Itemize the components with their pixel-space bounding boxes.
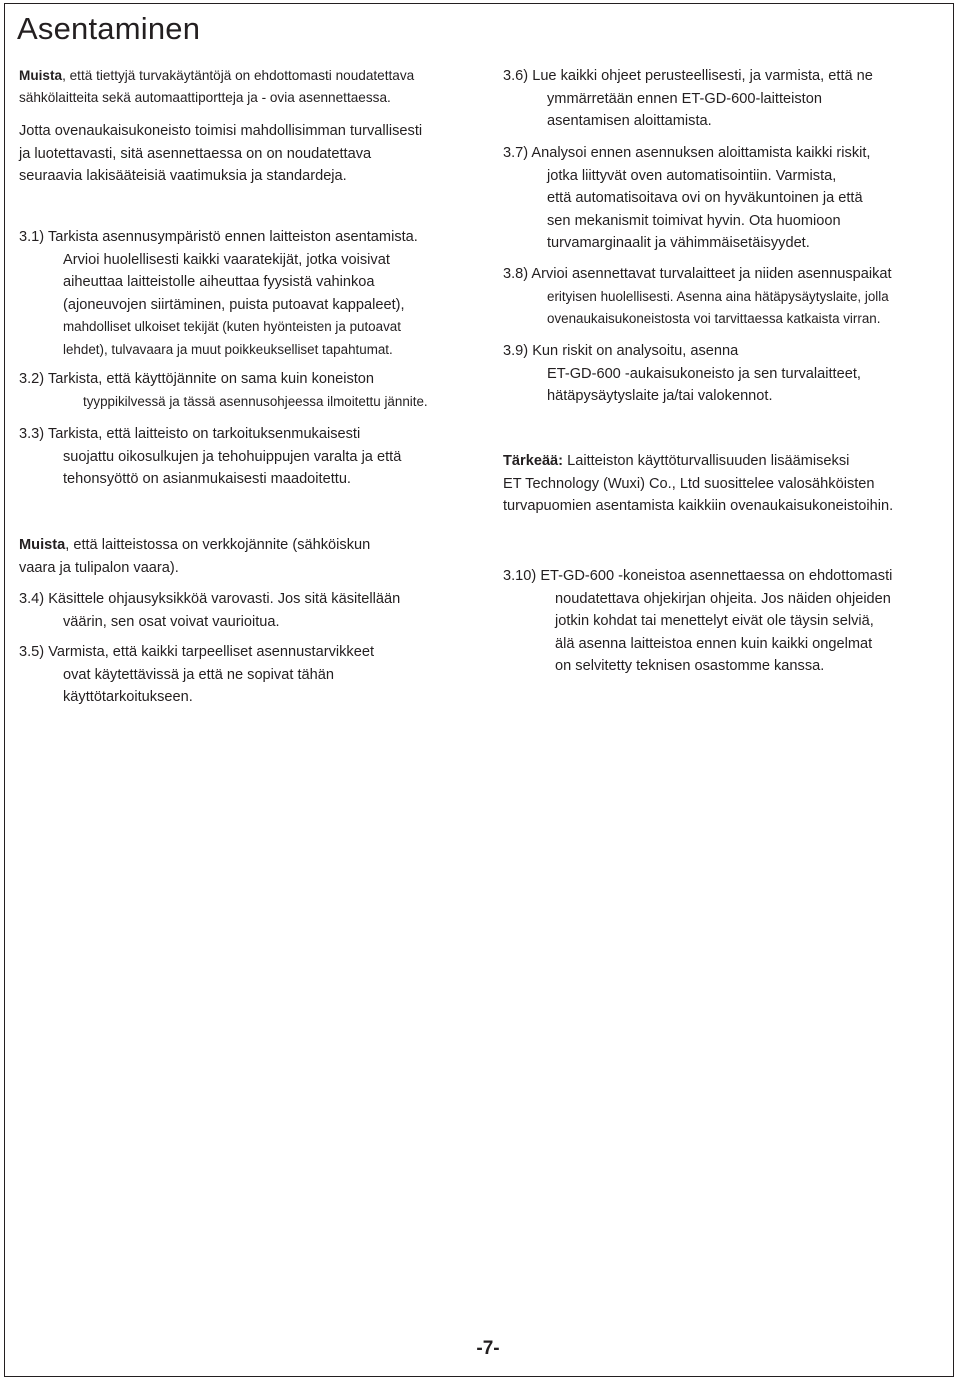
section-3-5: 3.5) Varmista, että kaikki tarpeelliset asennustarvikkeet ovat käytettävissä ja että ne sopivat tähän käyttötarkoitukseen. — [19, 644, 375, 705]
section-3-7: 3.7) Analysoi ennen asennuksen aloittamista kaikki riskit, jotka liittyvät oven automatisointiin. Varmista, että automatisoitava ovi on hyväkuntoinen ja että sen mekanismit toimivat hyvin. Ota huomioon turvamarginaalit ja vähimmäisetäisyydet. — [503, 145, 871, 251]
section-3-6: 3.6) Lue kaikki ohjeet perusteellisesti, ja varmista, että ne ymmärretään ennen ET-GD-600-laitteiston asentamisen aloittamista. — [503, 68, 873, 129]
section-3-1: 3.1) Tarkista asennusympäristö ennen laitteiston asentamista. Arvioi huolellisesti kaikki vaaratekijät, jotka voisivat aiheuttaa laitteistolle aiheuttaa fyysistä vahinkoa (ajoneuvojen siirtäminen, puista putoavat kappaleet), mahdolliset ulkoiset tekijät (kuten hyönteisten ja putoavat lehdet), tulvavaara ja muut poikkeukselliset tapahtumat. — [19, 229, 418, 357]
muista-label: Muista — [19, 537, 66, 553]
section-3-9: 3.9) Kun riskit on analysoitu, asenna ET-GD-600 -aukaisukoneisto ja sen turvalaitteet, hätäpysäytyslaite ja/tai valokennot. — [503, 343, 861, 404]
muista-note: Muista, että laitteistossa on verkkojännite (sähköiskun vaara ja tulipalon vaara). — [19, 537, 371, 576]
section-3-2: 3.2) Tarkista, että käyttöjännite on sama kuin koneiston tyyppikilvessä ja tässä asennusohjeessa ilmoitettu jännite. — [19, 371, 428, 409]
muista-label: Muista — [19, 68, 63, 83]
page-number: -7- — [476, 1338, 500, 1359]
section-3-4: 3.4) Käsittele ohjausyksikköä varovasti. Jos sitä käsitellään väärin, sen osat voivat vaurioitua. — [19, 591, 401, 630]
intro-muista: Muista, että tiettyjä turvakäytäntöjä on ehdottomasti noudatettava sähkölaitteita sekä automaattiportteja ja - ovia asennettaessa. — [19, 68, 415, 105]
page-title: Asentaminen — [17, 11, 201, 46]
important-note: Tärkeää: Laitteiston käyttöturvallisuuden lisäämiseksi ET Technology (Wuxi) Co., Ltd suosittelee valosähköisten turvapuomien asentamista kaikkiin ovenaukaisukoneistoihin. — [503, 453, 894, 514]
section-3-3: 3.3) Tarkista, että laitteisto on tarkoituksenmukaisesti suojattu oikosulkujen ja tehohuippujen varalta ja että tehonsyöttö on asianmukaisesti maadoitettu. — [19, 426, 402, 487]
intro-paragraph: Jotta ovenaukaisukoneisto toimisi mahdollisimman turvallisesti ja luotettavasti, sitä asennettaessa on on noudatettava seuraavia lakisääteisiä vaatimuksia ja standardeja. — [19, 123, 423, 184]
section-3-10: 3.10) ET-GD-600 -koneistoa asennettaessa on ehdottomasti noudatettava ohjekirjan ohjeita. Jos näiden ohjeiden jotkin kohdat tai menettelyt eivät ole täysin selviä, älä asenna laitteistoa ennen kuin kaikki ongelmat on selvitetty teknisen osastomme kanssa. — [503, 568, 893, 674]
section-3-8: 3.8) Arvioi asennettavat turvalaitteet ja niiden asennuspaikat erityisen huolellisesti. Asenna aina hätäpysäytyslaite, jolla ovenaukaisukoneistosta voi tarvittaessa katkaista virran. — [503, 266, 892, 326]
important-label: Tärkeää: — [503, 453, 564, 469]
